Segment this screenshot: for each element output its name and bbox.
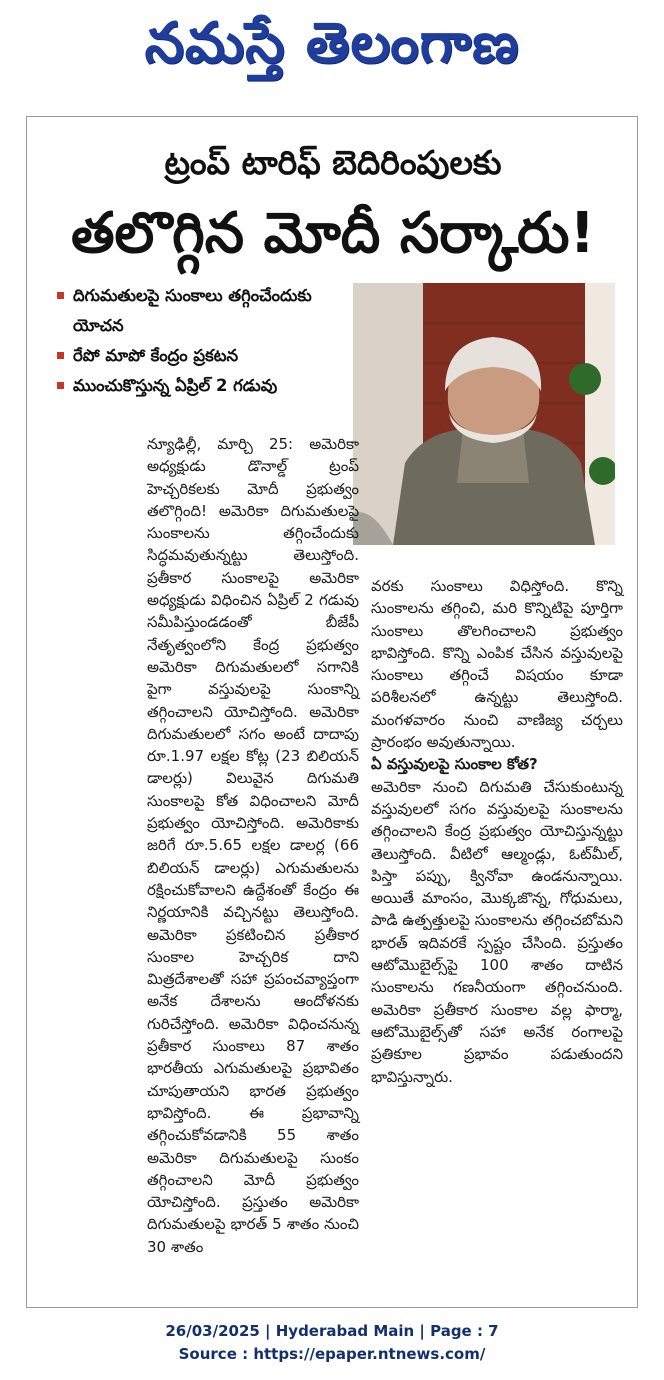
article-photo xyxy=(353,283,615,545)
bullet-item xyxy=(57,371,357,401)
column-2-subheading: ఏ వస్తువులపై సుంకాల కోత? xyxy=(371,755,538,774)
article-headline: తలొగ్గిన మోదీ సర్కారు! xyxy=(70,201,596,266)
bullet-text: ముంచుకొస్తున్న ఏప్రిల్ 2 గడువు xyxy=(73,376,278,395)
bullet-square-icon xyxy=(57,352,64,359)
article-column-2 xyxy=(371,575,623,1088)
article-kicker: ట్రంప్ టారిఫ్ బెదిరింపులకు xyxy=(164,143,502,182)
article-clipping xyxy=(26,116,638,1308)
bullet-text: దిగుమతులపై సుంకాలు తగ్గించేందుకు యోచన xyxy=(73,286,312,335)
highlight-bullets xyxy=(57,281,357,401)
bullet-item xyxy=(57,341,357,371)
newspaper-masthead xyxy=(0,0,664,100)
footer-dateline: 26/03/2025 | Hyderabad Main | Page : 7 xyxy=(165,1322,499,1340)
bullet-item xyxy=(57,281,357,341)
column-2-paragraph-2: అమెరికా నుంచి దిగుమతి చేసుకుంటున్న వస్తువులలో సగం వస్తువులపై సుంకాలను తగ్గించాలని కేంద్ర ప్రభుత్వం యోచిస్తున్నట్టు తెలుస్తోంది. వీటిలో ఆల్మండ్లు, ఓట్‌మీల్, పిస్తా పప్పు, క్వినోవా ఉండనున్నాయి. అయితే మాంసం, మొక్కజొన్న, గోధుమలు, పాడి ఉత్పత్తులపై సుంకాలను తగ్గించబోమని భారత్ ఇదివరకే స్పష్టం చేసింది. ప్రస్తుతం ఆటోమొబైల్స్‌పై 100 శాతం దాటిన సుంకాలను గణనీయంగా తగ్గించనుంది. అమెరికా ప్రతీకార సుంకాల వల్ల ఫార్మా, ఆటోమొబైల్స్‌తో సహా అనేక రంగాలపై ప్రతికూల ప్రభావం పడుతుందని భావిస్తున్నారు. xyxy=(371,777,623,1086)
photo-illustration xyxy=(353,283,615,545)
column-1-text: న్యూఢిల్లీ, మార్చి 25: అమెరికా అధ్యక్షుడు డొనాల్డ్ ట్రంప్ హెచ్చరికలకు మోదీ ప్రభుత్వం తలొగ్గింది! అమెరికా దిగుమతులపై సుంకాలను తగ్గించేందుకు సిద్ధమవుతున్నట్టు తెలుస్తోంది. ప్రతీకార సుంకాలపై అమెరికా అధ్యక్షుడు విధించిన ఏప్రిల్ 2 గడువు సమీపిస్తుండడంతో బీజేపీ నేతృత్వంలోని కేంద్ర ప్రభుత్వం అమెరికా దిగుమతులలో సగానికి పైగా వస్తువులపై సుంకాన్ని తగ్గించాలని యోచిస్తోంది. అమెరికా దిగుమతులలో సగం అంటే దాదాపు రూ.1.97 లక్షల కోట్ల (23 బిలియన్ డాలర్లు) విలువైన దిగుమతి సుంకాలపై కోత విధించాలని మోదీ ప్రభుత్వం యోచిస్తోంది. అమెరికాకు జరిగే రూ.5.65 లక్షల డాలర్ల (66 బిలియన్ డాలర్లు) ఎగుమతులను రక్షించుకోవాలని ఉద్దేశంతో కేంద్రం ఈ నిర్ణయానికి వచ్చినట్టు తెలుస్తోంది. అమెరికా ప్రకటించిన ప్రతీకార సుంకాల హెచ్చరిక దాని మిత్రదేశాలతో సహా ప్రపంచవ్యాప్తంగా అనేక దేశాలను ఆందోళనకు గురిచేస్తోంది. అమెరికా విధించనున్న ప్రతీకార సుంకాలు 87 శాతం భారతీయ ఎగుమతులపై ప్రభావితం చూపుతాయని భారత ప్రభుత్వం భావిస్తోంది. ఈ ప్రభావాన్ని తగ్గించుకోవడానికి 55 శాతం అమెరికా దిగుమతులపై సుంకం తగ్గించాలని మోదీ ప్రభుత్వం యోచిస్తోంది. ప్రస్తుతం అమెరికా దిగుమతులపై భారత్ 5 శాతం నుంచి 30 శాతం xyxy=(147,435,359,1256)
bullet-square-icon xyxy=(57,382,64,389)
column-2-paragraph-1: వరకు సుంకాలు విధిస్తోంది. కొన్ని సుంకాలను తగ్గించి, మరి కొన్నిటిపై పూర్తిగా సుంకాలు తొలగించాలని ప్రభుత్వం భావిస్తోంది. కొన్ని ఎంపిక చేసిన వస్తువులపై సుంకాలు తగ్గించే విషయం కూడా పరిశీలనలో ఉన్నట్టు తెలుస్తోంది. మంగళవారం నుంచి వాణిజ్య చర్చలు ప్రారంభం అవుతున్నాయి. xyxy=(371,577,623,752)
footer-source: Source : https://epaper.ntnews.com/ xyxy=(178,1345,486,1363)
article-column-1 xyxy=(147,433,359,1258)
bullet-text: రేపో మాపో కేంద్రం ప్రకటన xyxy=(73,346,239,365)
masthead-title: నమస్తే తెలంగాణ xyxy=(144,10,520,76)
bullet-square-icon xyxy=(57,292,64,299)
